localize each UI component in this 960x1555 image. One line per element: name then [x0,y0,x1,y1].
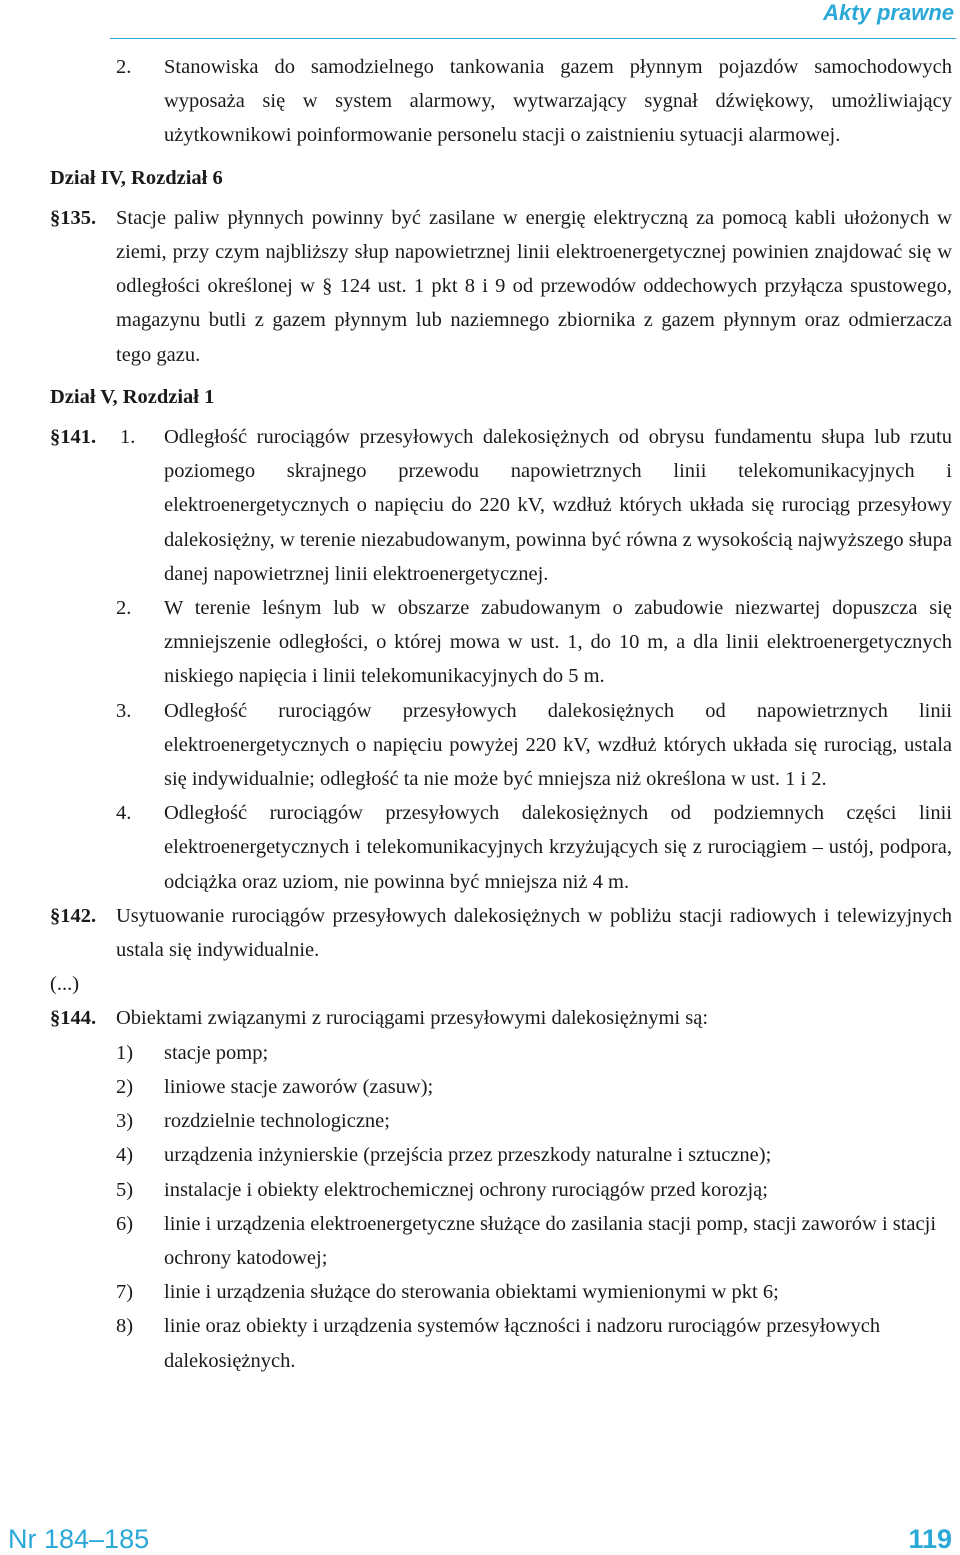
list-item [50,1104,952,1138]
heading-dzial-v: Dział V, Rozdział 1 [50,385,215,408]
section-135 [50,201,952,372]
list-item-number: 1) [116,1041,134,1064]
list-item-text: urządzenia inżynierskie (przejścia przez przeszkody naturalne i sztuczne); [164,1144,772,1167]
paragraph-number: 2. [116,597,132,620]
section-text: Usytuowanie rurociągów przesyłowych dalekosiężnych w pobliżu stacji radiowych i telewizyjnych ustala się indywidualnie. [116,904,952,962]
list-item [50,1138,952,1172]
list-item-text: liniowe stacje zaworów (zasuw); [164,1075,434,1098]
list-item-text: stacje pomp; [164,1041,269,1064]
list-item-text: rozdzielnie technologiczne; [164,1110,390,1133]
list-item-text: linie i urządzenia służące do sterowania obiektami wymienionymi w pkt 6; [164,1281,779,1304]
omission-marker: (...) [50,973,80,996]
section-label: §144. [50,1007,97,1030]
header-rule [110,38,956,39]
list-item [50,1309,952,1377]
list-item [50,1036,952,1070]
list-item-text: linie i urządzenia elektroenergetyczne służące do zasilania stacji pomp, stacji zaworów i stacji ochrony katodowej; [164,1212,937,1269]
paragraph-number: 3. [116,699,132,722]
paragraph-number: 2. [116,56,132,78]
list-item-number: 8) [116,1315,134,1338]
paragraph-text: Odległość rurociągów przesyłowych dalekosiężnych od obrysu fundamentu słupa lub rzutu poziomego skrajnego przewodu napowietrznych linii telekomunikacyjnych i elektroenergetycznych o napięciu do 220 kV, wzdłuż których układa się rurociąg przesyłowy dalekosiężny, w terenie niezabudowanym, powinna być równa z wysokością najwyższego słupa danej napowietrznej linii elektroenergetycznej. [164,426,952,585]
journal-section-title: Akty prawne [823,0,954,25]
list-item-number: 4) [116,1144,134,1167]
list-item-text: instalacje i obiekty elektrochemicznej ochrony rurociągów przed korozją; [164,1178,768,1201]
issue-number: Nr 184–185 [8,1524,150,1554]
section-141-1 [50,420,952,591]
paragraph-text: Odległość rurociągów przesyłowych dalekosiężnych od napowietrznych linii elektroenergetycznych o napięciu powyżej 220 kV, wzdłuż których układa się rurociąg, ustala się indywidualnie; odległość ta nie może być mniejsza niż określona w ust. 1 i 2. [164,699,952,791]
list-item-number: 7) [116,1281,134,1304]
list-item [50,1070,952,1104]
paragraph-number: 1. [120,426,136,449]
list-item-number: 3) [116,1110,134,1133]
paragraph-text: Odległość rurociągów przesyłowych dalekosiężnych od podziemnych części linii elektroenergetycznych i telekomunikacyjnych krzyżujących się z rurociągiem – ustój, podpora, odciążka oraz uziom, nie powinna być mniejsza niż 4 m. [164,802,952,893]
page-number: 119 [908,1524,952,1554]
list-item [50,1173,952,1207]
section-142 [50,899,952,967]
section-text: Obiektami związanymi z rurociągami przesyłowymi dalekosiężnymi są: [116,1007,709,1030]
section-141-3 [50,694,952,797]
list-item-number: 6) [116,1212,134,1235]
paragraph-2 [50,50,952,153]
list-item-number: 5) [116,1178,134,1201]
list-item [50,1207,952,1275]
heading-dzial-iv: Dział IV, Rozdział 6 [50,166,223,189]
paragraph-number: 4. [116,802,132,825]
section-label-group [50,420,164,591]
section-label: §135. [50,206,97,229]
list-item [50,1275,952,1309]
section-144-list [50,1036,952,1378]
section-141-2 [50,591,952,694]
list-item-number: 2) [116,1075,134,1098]
section-141-4 [50,796,952,899]
section-144 [50,1001,952,1035]
document-body [50,50,952,1378]
paragraph-text: W terenie leśnym lub w obszarze zabudowanym o zabudowie niezwartej dopuszcza się zmniejszenie odległości, o której mowa w ust. 1, do 10 m, a dla linii elektroenergetycznych niskiego napięcia i linii telekomunikacyjnych do 5 m. [164,597,952,688]
section-text: Stacje paliw płynnych powinny być zasilane w energię elektryczną za pomocą kabli ułożonych w ziemi, przy czym najbliższy słup napowietrznej linii elektroenergetycznej powinien znajdować się w odległości określonej w § 124 ust. 1 pkt 8 i 9 od przewodów oddechowych przyłącza spustowego, magazynu butli z gazem płynnym lub naziemnego zbiornika z gazem płynnym oraz odmierzacza tego gazu. [116,206,952,366]
section-label: §141. [50,426,97,449]
list-item-text: linie oraz obiekty i urządzenia systemów łączności i nadzoru rurociągów przesyłowych dalekosiężnych. [164,1315,881,1372]
paragraph-text: Stanowiska do samodzielnego tankowania gazem płynnym pojazdów samochodowych wyposaża się w system alarmowy, wytwarzający sygnał dźwiękowy, umożliwiający użytkownikowi poinformowanie personelu stacji o zaistnieniu sytuacji alarmowej. [164,56,952,147]
section-label: §142. [50,904,97,927]
